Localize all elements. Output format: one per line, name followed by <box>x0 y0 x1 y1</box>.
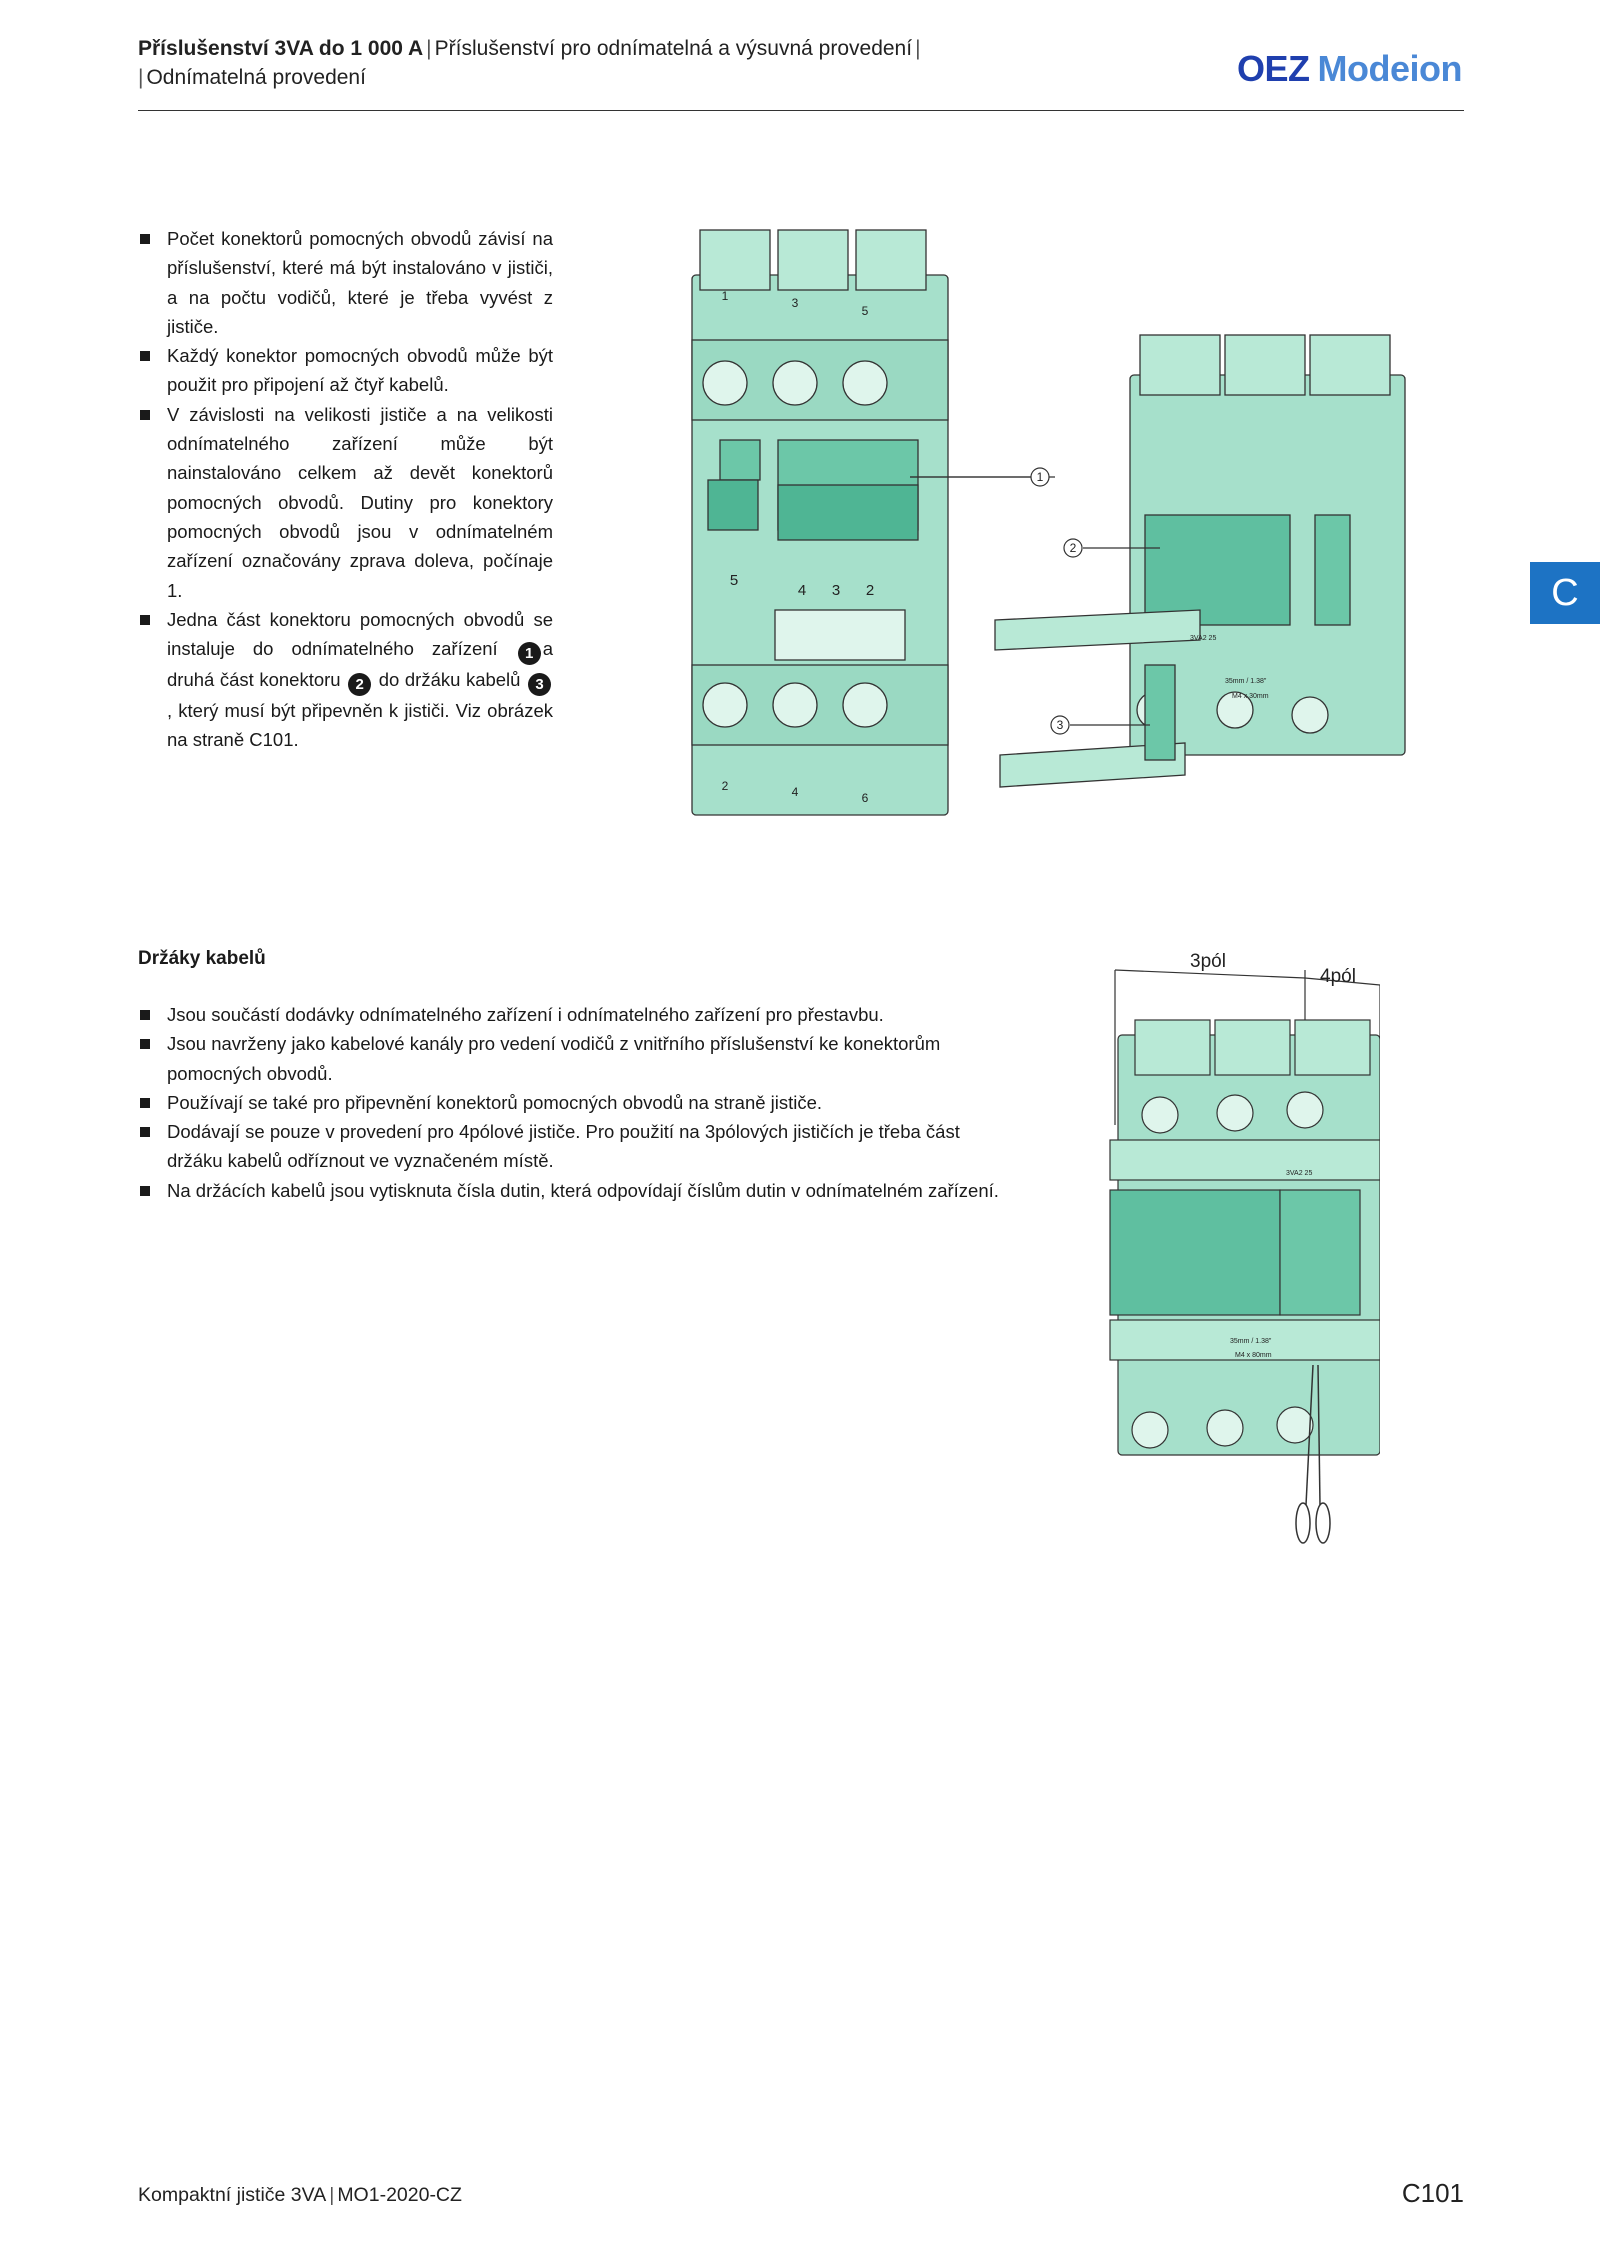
header-title-bold: Příslušenství 3VA do 1 000 A <box>138 37 424 60</box>
label-3pol: 3pól <box>1190 951 1226 972</box>
label-4pol: 4pól <box>1320 966 1356 987</box>
list-item: V závislosti na velikosti jističe a na velikosti odnímatelného zařízení může být nainstalováno celkem až devět konektorů pomocných obvodů. Dutiny pro konektory pomocných obvodů jsou v odnímatelném zařízení označovány zprava doleva, počínaje 1. <box>138 400 553 605</box>
section-heading: Držáky kabelů <box>138 948 266 969</box>
list-item: Každý konektor pomocných obvodů může být použit pro připojení až čtyř kabelů. <box>138 341 553 400</box>
section-tab: C <box>1530 562 1600 624</box>
logo-modeion: Modeion <box>1317 48 1462 89</box>
list-item: Jsou navrženy jako kabelové kanály pro vedení vodičů z vnitřního příslušenství ke konektorům pomocných obvodů. <box>138 1029 1018 1088</box>
footer-separator: | <box>329 2184 335 2206</box>
list-item: Počet konektorů pomocných obvodů závisí na příslušenství, které má být instalováno v jističi, a na počtu vodičů, které je třeba vyvést z jističe. <box>138 224 553 341</box>
terminal-label: 2 <box>721 779 729 793</box>
list-item: Jsou součástí dodávky odnímatelného zařízení i odnímatelného zařízení pro přestavbu. <box>138 1000 1018 1029</box>
oez-modeion-logo <box>1237 48 1462 90</box>
socket-number: 5 <box>729 572 739 589</box>
socket-number: 4 <box>797 582 807 599</box>
dimension-label: M4 x 80mm <box>1235 1352 1272 1359</box>
item-text: do držáku kabelů <box>378 669 521 691</box>
logo-oez: OEZ <box>1237 48 1310 89</box>
list-item: Na držácích kabelů jsou vytisknuta čísla dutin, která odpovídají číslům dutin v odnímatelném zařízení. <box>138 1176 1018 1205</box>
footer-catalog-title: Kompaktní jističe 3VA <box>138 2184 327 2206</box>
header-title-part3: Odnímatelná provedení <box>146 66 366 89</box>
illustration-svg <box>1090 945 1380 1550</box>
connector-info-list <box>138 224 553 755</box>
header-separator: | <box>915 37 921 60</box>
cable-holder-illustration <box>1090 945 1380 1550</box>
header-title <box>138 34 924 92</box>
list-item: Dodávají se pouze v provedení pro 4pólové jističe. Pro použití na 3pólových jističích je třeba část držáku kabelů odříznout ve vyznačeném místě. <box>138 1117 1018 1176</box>
dimension-label: 35mm / 1.38" <box>1230 1338 1272 1345</box>
header-title-part2: Příslušenství pro odnímatelná a výsuvná provedení <box>434 37 913 60</box>
model-label: 3VA2 25 <box>1286 1170 1313 1177</box>
terminal-label: 5 <box>861 304 869 318</box>
dimension-label: M4 x 30mm <box>1232 693 1269 700</box>
callout-badge: 3 <box>528 673 551 696</box>
terminal-label: 4 <box>791 785 799 799</box>
terminal-label: 1 <box>721 289 729 303</box>
callout-2: 2 <box>1069 541 1077 555</box>
illustration-svg <box>680 215 1430 835</box>
terminal-label: 3 <box>791 296 799 310</box>
header-separator: | <box>426 37 432 60</box>
withdrawable-unit-illustration <box>680 215 1430 835</box>
footer-catalog <box>138 2184 462 2207</box>
list-item <box>138 605 553 755</box>
footer-catalog-code: MO1-2020-CZ <box>337 2184 462 2206</box>
model-label: 3VA2 25 <box>1190 635 1217 642</box>
item-text: , který musí být připevněn k jističi. Viz obrázek na straně C101. <box>167 700 553 751</box>
cable-holder-info-list <box>138 1000 1018 1205</box>
terminal-label: 6 <box>861 791 869 805</box>
socket-number: 2 <box>865 582 875 599</box>
callout-1: 1 <box>1036 470 1044 484</box>
dimension-label: 35mm / 1.38" <box>1225 678 1267 685</box>
item-text: a druhá část konektoru <box>167 638 553 691</box>
page-number: C101 <box>1401 2178 1464 2208</box>
callout-badge: 2 <box>348 673 371 696</box>
list-item: Používají se také pro připevnění konektorů pomocných obvodů na straně jističe. <box>138 1088 1018 1117</box>
callout-badge: 1 <box>518 642 541 665</box>
item-text: Jedna část konektoru pomocných obvodů se instaluje do odnímatelného zařízení <box>167 608 553 660</box>
callout-3: 3 <box>1056 718 1064 732</box>
socket-number: 3 <box>831 582 841 599</box>
header-separator: | <box>138 66 144 89</box>
page-header <box>138 30 1464 111</box>
